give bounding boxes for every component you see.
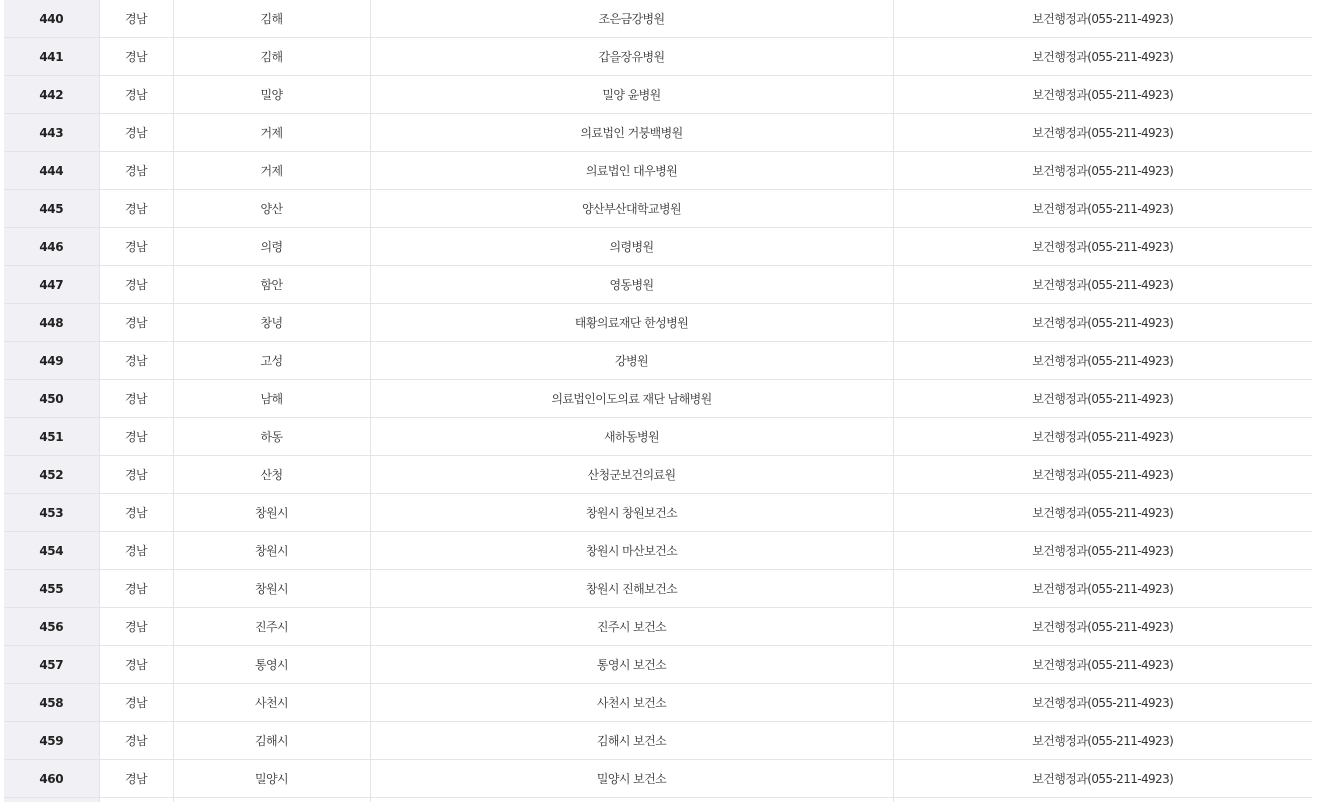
region-cell: 경남 <box>99 646 173 684</box>
hospital-name-cell: 갑을장유병원 <box>370 38 893 76</box>
row-number: 442 <box>4 76 99 114</box>
city-cell: 의령 <box>173 228 370 266</box>
contact-cell: 보건행정과(055-211-4923) <box>893 114 1312 152</box>
contact-cell: 보건행정과(055-211-4923) <box>893 646 1312 684</box>
contact-cell: 보건행정과(055-211-4923) <box>893 456 1312 494</box>
table-row <box>4 38 1312 76</box>
table-row <box>4 342 1312 380</box>
contact-cell: 보건행정과(055-211-4923) <box>893 76 1312 114</box>
region-cell: 경남 <box>99 342 173 380</box>
city-cell: 밀양시 <box>173 760 370 798</box>
region-cell: 경남 <box>99 304 173 342</box>
region-cell: 경남 <box>99 722 173 760</box>
row-number: 460 <box>4 760 99 798</box>
row-number: 454 <box>4 532 99 570</box>
hospital-name-cell: 사천시 보건소 <box>370 684 893 722</box>
region-cell: 경남 <box>99 228 173 266</box>
row-number: 443 <box>4 114 99 152</box>
hospital-name-cell: 진주시 보건소 <box>370 608 893 646</box>
hospital-name-cell: 강병원 <box>370 342 893 380</box>
contact-cell: 보건행정과(055-211-4923) <box>893 380 1312 418</box>
empty-cell <box>4 798 99 803</box>
table-body <box>4 0 1312 802</box>
table-row <box>4 76 1312 114</box>
table-row <box>4 304 1312 342</box>
contact-cell: 보건행정과(055-211-4923) <box>893 190 1312 228</box>
contact-cell: 보건행정과(055-211-4923) <box>893 608 1312 646</box>
city-cell: 하동 <box>173 418 370 456</box>
table-row <box>4 228 1312 266</box>
contact-cell: 보건행정과(055-211-4923) <box>893 38 1312 76</box>
hospital-name-cell: 김해시 보건소 <box>370 722 893 760</box>
hospital-name-cell: 의료법인 대우병원 <box>370 152 893 190</box>
table-row <box>4 266 1312 304</box>
empty-cell <box>173 798 370 803</box>
hospital-name-cell: 창원시 마산보건소 <box>370 532 893 570</box>
region-cell: 경남 <box>99 0 173 38</box>
row-number: 446 <box>4 228 99 266</box>
row-number: 448 <box>4 304 99 342</box>
city-cell: 김해 <box>173 38 370 76</box>
row-number: 452 <box>4 456 99 494</box>
region-cell: 경남 <box>99 38 173 76</box>
city-cell: 창녕 <box>173 304 370 342</box>
row-number: 455 <box>4 570 99 608</box>
contact-cell: 보건행정과(055-211-4923) <box>893 570 1312 608</box>
table-row <box>4 380 1312 418</box>
region-cell: 경남 <box>99 152 173 190</box>
empty-cell <box>370 798 893 803</box>
row-number: 447 <box>4 266 99 304</box>
city-cell: 밀양 <box>173 76 370 114</box>
region-cell: 경남 <box>99 532 173 570</box>
hospital-name-cell: 통영시 보건소 <box>370 646 893 684</box>
hospital-name-cell: 의료법인이도의료 재단 남해병원 <box>370 380 893 418</box>
contact-cell: 보건행정과(055-211-4923) <box>893 722 1312 760</box>
city-cell: 양산 <box>173 190 370 228</box>
hospital-name-cell: 영동병원 <box>370 266 893 304</box>
row-number: 449 <box>4 342 99 380</box>
contact-cell: 보건행정과(055-211-4923) <box>893 304 1312 342</box>
row-number: 440 <box>4 0 99 38</box>
hospital-name-cell: 새하동병원 <box>370 418 893 456</box>
hospital-name-cell: 창원시 진해보건소 <box>370 570 893 608</box>
region-cell: 경남 <box>99 76 173 114</box>
table-row <box>4 114 1312 152</box>
region-cell: 경남 <box>99 608 173 646</box>
city-cell: 거제 <box>173 114 370 152</box>
row-number: 445 <box>4 190 99 228</box>
contact-cell: 보건행정과(055-211-4923) <box>893 152 1312 190</box>
row-number: 458 <box>4 684 99 722</box>
hospital-name-cell: 의료법인 거붕백병원 <box>370 114 893 152</box>
region-cell: 경남 <box>99 684 173 722</box>
region-cell: 경남 <box>99 114 173 152</box>
region-cell: 경남 <box>99 418 173 456</box>
city-cell: 김해시 <box>173 722 370 760</box>
empty-cell <box>99 798 173 803</box>
city-cell: 통영시 <box>173 646 370 684</box>
region-cell: 경남 <box>99 456 173 494</box>
row-number: 453 <box>4 494 99 532</box>
hospital-name-cell: 태황의료재단 한성병원 <box>370 304 893 342</box>
table-row <box>4 532 1312 570</box>
hospital-table-container <box>4 0 1312 802</box>
table-row <box>4 190 1312 228</box>
table-row <box>4 0 1312 38</box>
city-cell: 진주시 <box>173 608 370 646</box>
region-cell: 경남 <box>99 380 173 418</box>
contact-cell: 보건행정과(055-211-4923) <box>893 342 1312 380</box>
table-row <box>4 456 1312 494</box>
region-cell: 경남 <box>99 266 173 304</box>
row-number: 456 <box>4 608 99 646</box>
city-cell: 거제 <box>173 152 370 190</box>
hospital-name-cell: 산청군보건의료원 <box>370 456 893 494</box>
region-cell: 경남 <box>99 494 173 532</box>
table-row <box>4 570 1312 608</box>
contact-cell: 보건행정과(055-211-4923) <box>893 760 1312 798</box>
hospital-table <box>4 0 1312 802</box>
empty-cell <box>893 798 1312 803</box>
city-cell: 남해 <box>173 380 370 418</box>
contact-cell: 보건행정과(055-211-4923) <box>893 0 1312 38</box>
city-cell: 사천시 <box>173 684 370 722</box>
city-cell: 창원시 <box>173 570 370 608</box>
table-row <box>4 760 1312 798</box>
hospital-name-cell: 조은금강병원 <box>370 0 893 38</box>
contact-cell: 보건행정과(055-211-4923) <box>893 228 1312 266</box>
table-row <box>4 152 1312 190</box>
hospital-name-cell: 밀양시 보건소 <box>370 760 893 798</box>
city-cell: 산청 <box>173 456 370 494</box>
row-number: 444 <box>4 152 99 190</box>
city-cell: 함안 <box>173 266 370 304</box>
contact-cell: 보건행정과(055-211-4923) <box>893 418 1312 456</box>
region-cell: 경남 <box>99 570 173 608</box>
table-row <box>4 646 1312 684</box>
city-cell: 창원시 <box>173 532 370 570</box>
row-number: 459 <box>4 722 99 760</box>
table-row <box>4 494 1312 532</box>
hospital-name-cell: 의령병원 <box>370 228 893 266</box>
hospital-name-cell: 양산부산대학교병원 <box>370 190 893 228</box>
contact-cell: 보건행정과(055-211-4923) <box>893 684 1312 722</box>
contact-cell: 보건행정과(055-211-4923) <box>893 532 1312 570</box>
city-cell: 김해 <box>173 0 370 38</box>
city-cell: 창원시 <box>173 494 370 532</box>
row-number: 451 <box>4 418 99 456</box>
table-row-partial <box>4 798 1312 803</box>
hospital-name-cell: 밀양 윤병원 <box>370 76 893 114</box>
row-number: 450 <box>4 380 99 418</box>
city-cell: 고성 <box>173 342 370 380</box>
region-cell: 경남 <box>99 190 173 228</box>
contact-cell: 보건행정과(055-211-4923) <box>893 266 1312 304</box>
contact-cell: 보건행정과(055-211-4923) <box>893 494 1312 532</box>
region-cell: 경남 <box>99 760 173 798</box>
table-row <box>4 722 1312 760</box>
row-number: 441 <box>4 38 99 76</box>
row-number: 457 <box>4 646 99 684</box>
hospital-name-cell: 창원시 창원보건소 <box>370 494 893 532</box>
table-row <box>4 608 1312 646</box>
table-row <box>4 418 1312 456</box>
table-row <box>4 684 1312 722</box>
